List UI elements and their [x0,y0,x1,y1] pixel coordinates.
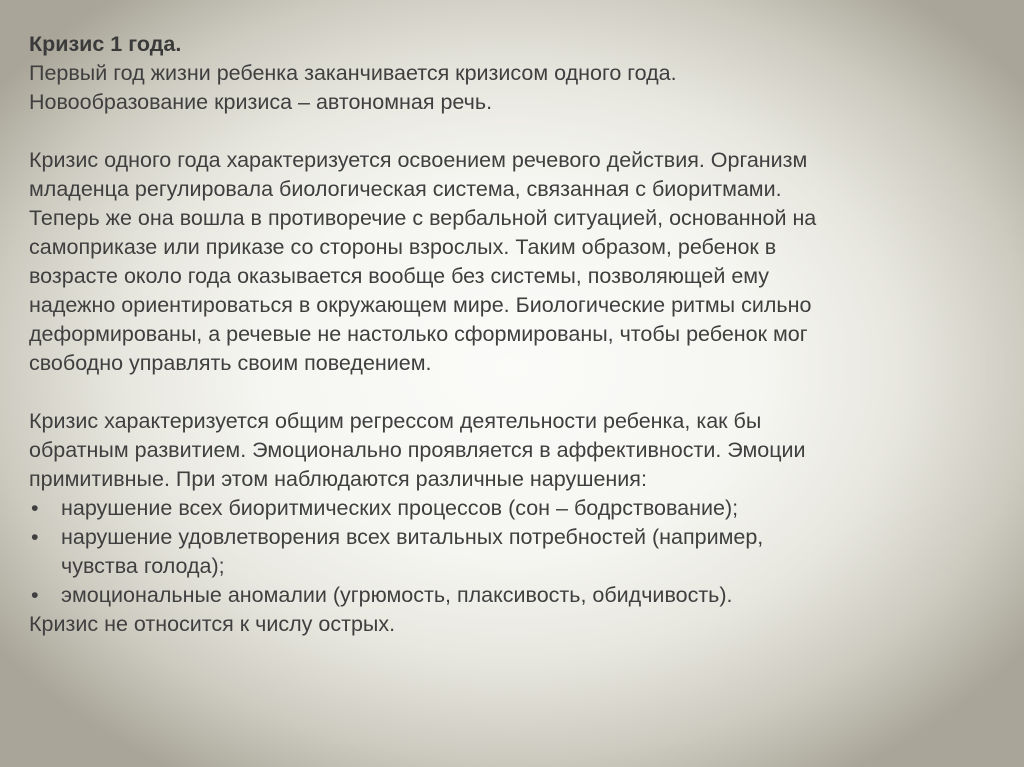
bullet-text: нарушение удовлетворения всех витальных потребностей (например, [61,525,764,549]
slide-title: Кризис 1 года. [29,32,182,56]
paragraph1-line: Кризис одного года характеризуется освоением речевого действия. Организм [29,148,808,172]
paragraph2-line: примитивные. При этом наблюдаются различные нарушения: [29,467,647,491]
paragraph1-line: возрасте около года оказывается вообще без системы, позволяющей ему [29,264,770,288]
paragraph-gap [29,117,989,146]
paragraph1-line: свободно управлять своим поведением. [29,351,432,375]
bullet-text: чувства голода); [61,554,225,578]
paragraph1-line: надежно ориентироваться в окружающем мире. Биологические ритмы сильно [29,293,812,317]
bullet-item [29,494,989,523]
paragraph1-line: самоприказе или приказе со стороны взрослых. Таким образом, ребенок в [29,235,777,259]
closing-line: Кризис не относится к числу острых. [29,612,396,636]
bullet-marker: • [31,583,39,607]
paragraph1-line: деформированы, а речевые не настолько сформированы, чтобы ребенок мог [29,322,808,346]
bullet-marker: • [31,525,39,549]
bullet-item [29,523,989,552]
bullet-item [29,581,989,610]
bullet-text: эмоциональные аномалии (угрюмость, плаксивость, обидчивость). [61,583,733,607]
bullet-marker: • [31,496,39,520]
intro-line: Новообразование кризиса – автономная речь. [29,90,493,114]
slide-text [29,30,989,639]
intro-line: Первый год жизни ребенка заканчивается кризисом одного года. [29,61,677,85]
paragraph1-line: Теперь же она вошла в противоречие с вербальной ситуацией, основанной на [29,206,817,230]
paragraph2-line: обратным развитием. Эмоционально проявляется в аффективности. Эмоции [29,438,806,462]
paragraph2-line: Кризис характеризуется общим регрессом деятельности ребенка, как бы [29,409,762,433]
paragraph-gap [29,378,989,407]
bullet-continuation [29,552,989,581]
bullet-text: нарушение всех биоритмических процессов (сон – бодрствование); [61,496,739,520]
paragraph1-line: младенца регулировала биологическая система, связанная с биоритмами. [29,177,782,201]
